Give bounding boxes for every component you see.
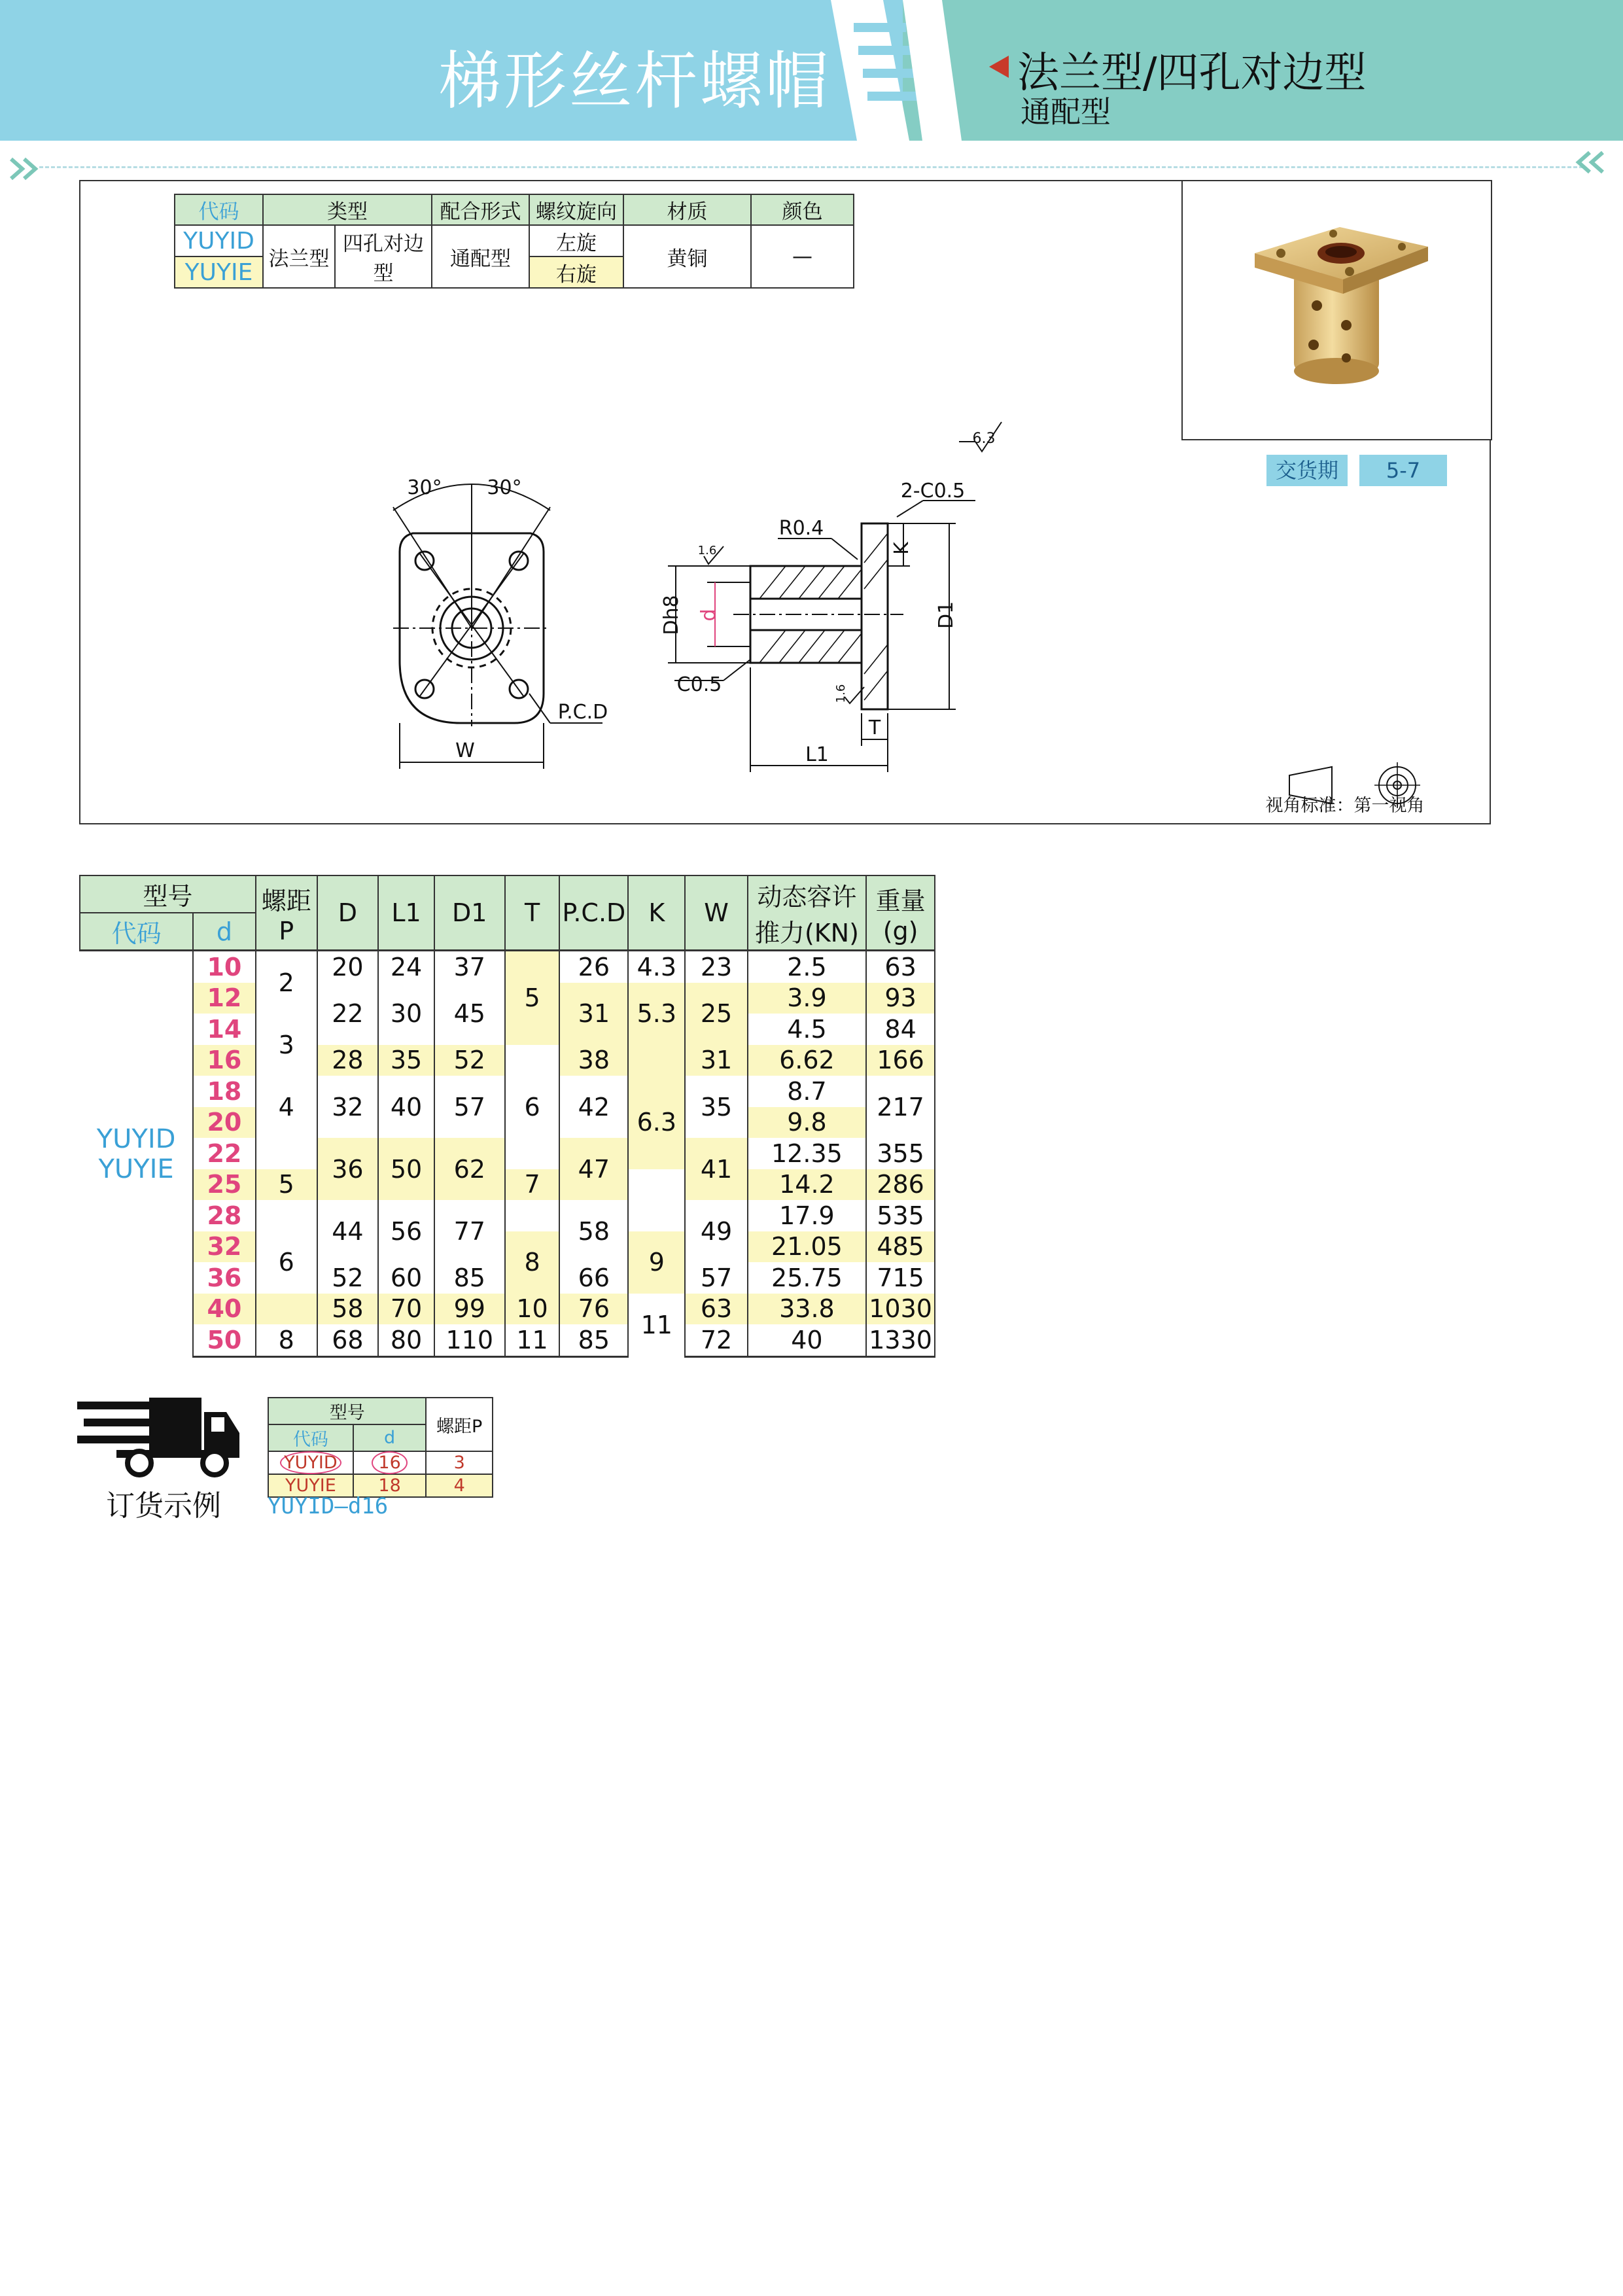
spec-material: 黄铜 (623, 225, 751, 288)
D-58: 58 (317, 1294, 378, 1325)
delivery-value: 5-7 (1359, 455, 1447, 486)
d-16: 16 (193, 1045, 256, 1076)
D-32: 32 (317, 1076, 378, 1138)
d1-label: D1 (935, 601, 958, 629)
radius-label: R0.4 (778, 517, 824, 540)
K-blank2 (628, 1169, 685, 1201)
weight-3: 166 (866, 1045, 935, 1076)
pitch-6: 6 (256, 1231, 317, 1294)
delivery-truck-icon (77, 1392, 244, 1477)
roughness-label-left: 1.6 (697, 544, 717, 557)
chevron-right-icon (8, 156, 47, 182)
PCD-66: 66 (559, 1262, 628, 1294)
d-14: 14 (193, 1014, 256, 1045)
k-label: K (890, 542, 913, 555)
L1-40: 40 (378, 1076, 434, 1138)
code-cell: YUYID YUYIE (80, 951, 193, 1357)
th-T: T (505, 875, 560, 951)
order-table (268, 1397, 493, 1498)
spec-thread-left: 左旋 (529, 225, 623, 256)
spec-header-color: 颜色 (751, 194, 854, 225)
spec-header-thread: 螺纹旋向 (529, 194, 623, 225)
K-11: 11 (628, 1294, 685, 1357)
pitch-blank (256, 1138, 317, 1169)
thrust-9: 21.05 (748, 1231, 866, 1263)
K-blank3 (628, 1200, 685, 1231)
PCD-38: 38 (559, 1045, 628, 1076)
page-subtitle: 法兰型/四孔对边型 (1017, 49, 1367, 97)
T-10: 10 (505, 1294, 560, 1325)
D-22: 22 (317, 983, 378, 1045)
angle-label-right: 30° (487, 476, 522, 499)
D-44: 44 (317, 1200, 378, 1262)
page-title: 梯形丝杆螺帽 (438, 44, 831, 118)
th-D: D (317, 875, 378, 951)
L1-35: 35 (378, 1045, 434, 1076)
pitch-5: 5 (256, 1169, 317, 1201)
K-5.3: 5.3 (628, 983, 685, 1045)
weight-7: 535 (866, 1200, 935, 1231)
roughness-label-bottom: 1.6 (834, 684, 848, 703)
thrust-11: 33.8 (748, 1294, 866, 1325)
thrust-6: 12.35 (748, 1138, 866, 1169)
dimension-table (79, 875, 935, 1358)
PCD-76: 76 (559, 1294, 628, 1325)
order-th-d: d (353, 1424, 427, 1451)
th-model: 型号 (80, 875, 256, 913)
order-d-18: 18 (353, 1474, 427, 1497)
weight-11: 1330 (866, 1324, 935, 1356)
spec-header-fit: 配合形式 (432, 194, 529, 225)
T-11: 11 (505, 1324, 560, 1356)
T-5: 5 (505, 951, 560, 1045)
thrust-1: 3.9 (748, 983, 866, 1014)
D-28: 28 (317, 1045, 378, 1076)
spec-type-four-hole: 四孔对边型 (335, 225, 432, 288)
th-W: W (685, 875, 747, 951)
weight-6: 286 (866, 1169, 935, 1201)
order-th-code: 代码 (268, 1424, 353, 1451)
W-25: 25 (685, 983, 747, 1045)
D-36: 36 (317, 1138, 378, 1200)
D1-77: 77 (434, 1200, 505, 1262)
spec-fit: 通配型 (432, 225, 529, 288)
weight-8: 485 (866, 1231, 935, 1263)
weight-5: 355 (866, 1138, 935, 1169)
page-subtitle-secondary: 通配型 (1021, 94, 1111, 130)
order-p-3: 3 (426, 1451, 493, 1474)
weight-9: 715 (866, 1262, 935, 1294)
order-code-yuyie: YUYIE (268, 1474, 353, 1497)
pitch-2: 2 (256, 951, 317, 1014)
L1-70: 70 (378, 1294, 434, 1325)
L1-50: 50 (378, 1138, 434, 1200)
weight-1: 93 (866, 983, 935, 1014)
order-code-yuyid: YUYID (268, 1451, 353, 1474)
th-thrust: 动态容许 推力(KN) (748, 875, 866, 951)
L1-56: 56 (378, 1200, 434, 1262)
W-41: 41 (685, 1138, 747, 1200)
spec-type-flange: 法兰型 (263, 225, 335, 288)
D1-85: 85 (434, 1262, 505, 1294)
d-22: 22 (193, 1138, 256, 1169)
thrust-4: 8.7 (748, 1076, 866, 1107)
chamfer-label: 2-C0.5 (900, 480, 966, 503)
thrust-3: 6.62 (748, 1045, 866, 1076)
pitch-4: 4 (256, 1076, 317, 1138)
pitch-3: 3 (256, 1014, 317, 1076)
thrust-7: 14.2 (748, 1169, 866, 1201)
roughness-label-top: 6.3 (972, 431, 996, 447)
weight-10: 1030 (866, 1294, 935, 1325)
PCD-42: 42 (559, 1076, 628, 1138)
d-25: 25 (193, 1169, 256, 1201)
weight-0: 63 (866, 951, 935, 983)
thrust-10: 25.75 (748, 1262, 866, 1294)
weight-2: 84 (866, 1014, 935, 1045)
K-4.3: 4.3 (628, 951, 685, 983)
D1-57: 57 (434, 1076, 505, 1138)
delivery-label: 交货期 (1266, 455, 1348, 486)
K-6.3: 6.3 (628, 1076, 685, 1169)
th-D1: D1 (434, 875, 505, 951)
th-weight: 重量 (g) (866, 875, 935, 951)
chamfer-c05-label: C0.5 (676, 673, 722, 696)
PCD-47: 47 (559, 1138, 628, 1200)
d-10: 10 (193, 951, 256, 983)
header-divider (39, 166, 1583, 168)
pcd-label: P.C.D (557, 701, 608, 724)
weight-4: 217 (866, 1076, 935, 1138)
D1-45: 45 (434, 983, 505, 1045)
D1-37: 37 (434, 951, 505, 983)
order-p-4: 4 (426, 1474, 493, 1497)
pitch-blank3 (256, 1294, 317, 1325)
pitch-blank2 (256, 1200, 317, 1231)
W-31: 31 (685, 1045, 747, 1076)
spec-table (174, 194, 854, 289)
L1-24: 24 (378, 951, 434, 983)
order-example-label: 订货示例 (106, 1489, 221, 1523)
th-d: d (193, 913, 256, 951)
d-20: 20 (193, 1107, 256, 1139)
PCD-58: 58 (559, 1200, 628, 1262)
W-57: 57 (685, 1262, 747, 1294)
W-35: 35 (685, 1076, 747, 1138)
chevron-left-icon (1567, 149, 1606, 175)
order-d-16: 16 (353, 1451, 427, 1474)
PCD-31: 31 (559, 983, 628, 1045)
T-7: 7 (505, 1169, 560, 1201)
d-36: 36 (193, 1262, 256, 1294)
spec-header-code: 代码 (175, 194, 263, 225)
view-standard-label: 视角标准：第一视角 (1265, 796, 1425, 816)
order-example-code: YUYID—d16 (268, 1493, 389, 1519)
dh8-label: Dh8 (660, 595, 683, 635)
L1-80: 80 (378, 1324, 434, 1356)
angle-label-left: 30° (407, 476, 442, 499)
L1-60: 60 (378, 1262, 434, 1294)
spec-code-yuyie: YUYIE (175, 256, 263, 288)
order-th-pitch: 螺距P (426, 1398, 493, 1451)
th-code: 代码 (80, 913, 193, 951)
T-6: 6 (505, 1045, 560, 1169)
d-18: 18 (193, 1076, 256, 1107)
PCD-26: 26 (559, 951, 628, 983)
t-label: T (868, 716, 881, 739)
th-pitch: 螺距 P (256, 875, 317, 951)
l1-label: L1 (805, 743, 829, 766)
D1-62: 62 (434, 1138, 505, 1200)
pitch-8: 8 (256, 1324, 317, 1356)
K-blank (628, 1045, 685, 1076)
L1-30: 30 (378, 983, 434, 1045)
D1-110: 110 (434, 1324, 505, 1356)
T-8: 8 (505, 1231, 560, 1294)
th-PCD: P.C.D (559, 875, 628, 951)
thrust-12: 40 (748, 1324, 866, 1356)
d-50: 50 (193, 1324, 256, 1356)
d-32: 32 (193, 1231, 256, 1263)
thrust-0: 2.5 (748, 951, 866, 983)
spec-color: — (751, 225, 854, 288)
thrust-5: 9.8 (748, 1107, 866, 1139)
th-K: K (628, 875, 685, 951)
D-52: 52 (317, 1262, 378, 1294)
W-72: 72 (685, 1324, 747, 1356)
arrow-left-icon (989, 56, 1009, 78)
header-stripes-decoration (831, 0, 962, 141)
w-label: W (455, 739, 475, 762)
K-9: 9 (628, 1231, 685, 1294)
spec-header-type: 类型 (263, 194, 432, 225)
W-23: 23 (685, 951, 747, 983)
thrust-8: 17.9 (748, 1200, 866, 1231)
W-49: 49 (685, 1200, 747, 1262)
W-63: 63 (685, 1294, 747, 1325)
D1-99: 99 (434, 1294, 505, 1325)
PCD-85: 85 (559, 1324, 628, 1356)
spec-code-yuyid: YUYID (175, 225, 263, 256)
technical-drawing (79, 366, 1491, 824)
spec-thread-right: 右旋 (529, 256, 623, 288)
D1-52: 52 (434, 1045, 505, 1076)
order-th-model: 型号 (268, 1398, 426, 1424)
thrust-2: 4.5 (748, 1014, 866, 1045)
d-12: 12 (193, 983, 256, 1014)
d-40: 40 (193, 1294, 256, 1325)
D-68: 68 (317, 1324, 378, 1356)
spec-header-material: 材质 (623, 194, 751, 225)
th-L1: L1 (378, 875, 434, 951)
d-label: d (697, 609, 720, 622)
D-20: 20 (317, 951, 378, 983)
d-28: 28 (193, 1200, 256, 1231)
T-blank (505, 1200, 560, 1231)
